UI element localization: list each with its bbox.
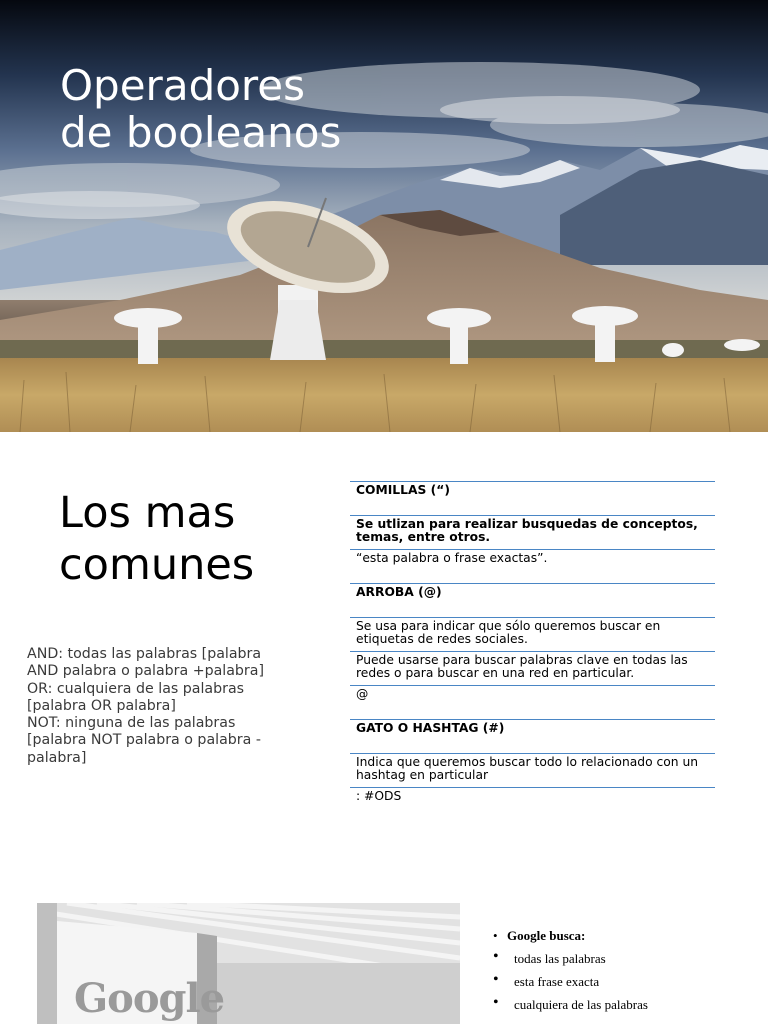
table-row: Se usa para indicar que sólo queremos buscar en etiquetas de redes sociales. xyxy=(350,618,715,652)
table-row: : #ODS xyxy=(356,789,402,803)
google-office-photo xyxy=(37,903,460,1024)
title-line-1: Operadores xyxy=(60,61,305,110)
list-item: • todas las palabras xyxy=(492,950,648,973)
section-title-line-1: Los mas xyxy=(59,488,236,538)
google-search-list xyxy=(492,927,648,1019)
table-row: Indica que queremos buscar todo lo relacionado con un hashtag en particular xyxy=(350,754,715,788)
table-row: Se utlizan para realizar busquedas de conceptos, temas, entre otros. xyxy=(350,516,715,550)
table-row: “esta palabra o frase exactas”. xyxy=(350,550,715,584)
table-row: ARROBA (@) xyxy=(350,584,715,618)
list-item: • cualquiera de las palabras xyxy=(492,996,648,1019)
section-title-line-2: comunes xyxy=(59,540,255,590)
list-heading: • Google busca: xyxy=(492,927,648,950)
section-title xyxy=(59,487,254,591)
hero-slide xyxy=(0,0,768,432)
operators-list xyxy=(27,646,289,767)
google-sign-text: Google xyxy=(74,975,225,1022)
table-row: COMILLAS (“) xyxy=(350,482,715,516)
table-row: Puede usarse para buscar palabras clave en todas las redes o para buscar en una red en particular. xyxy=(350,652,715,686)
table-row: GATO O HASHTAG (#) xyxy=(350,720,715,754)
list-item: • esta frase exacta xyxy=(492,973,648,996)
operators-table xyxy=(350,481,715,814)
operator-and: AND: todas las palabras [palabra AND palabra o palabra +palabra] xyxy=(27,646,264,680)
title-line-2: de booleanos xyxy=(60,108,342,157)
table-row: @ xyxy=(350,686,715,720)
operator-not: NOT: ninguna de las palabras [palabra NOT palabra o palabra -palabra] xyxy=(27,715,261,766)
operator-or: OR: cualquiera de las palabras [palabra OR palabra] xyxy=(27,680,245,714)
page-title xyxy=(60,62,341,156)
